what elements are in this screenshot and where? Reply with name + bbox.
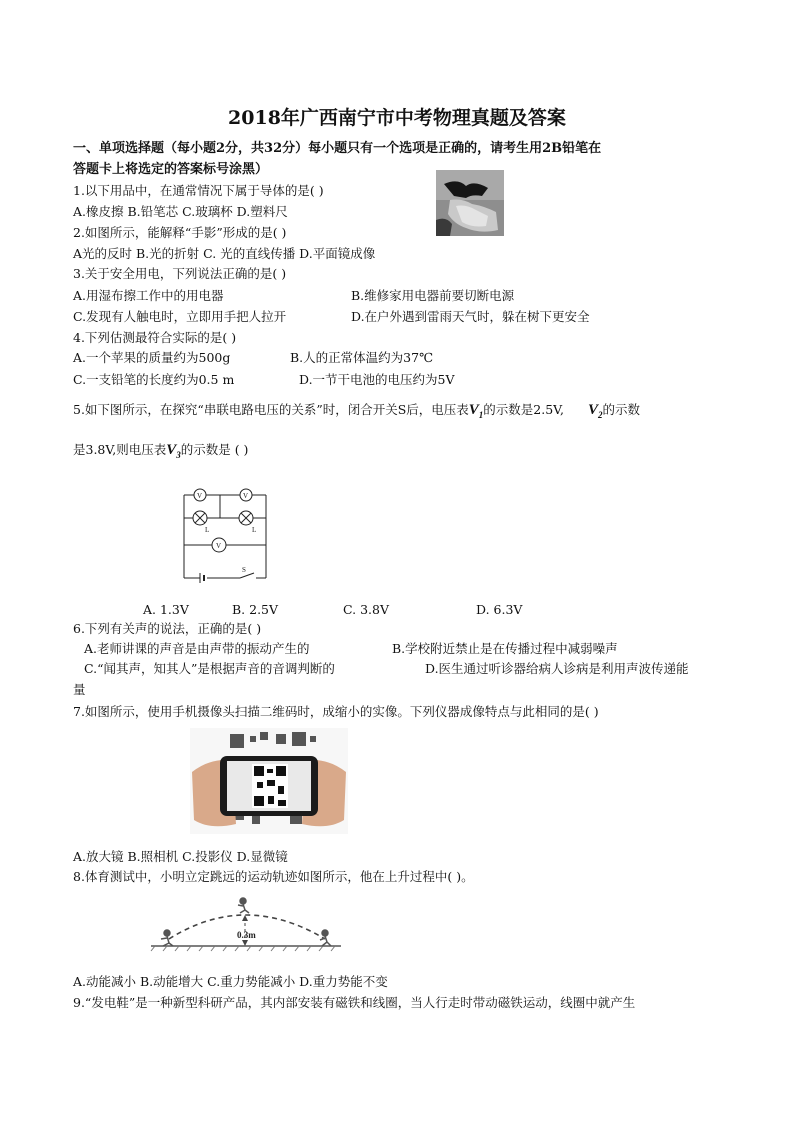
- q6-option-a: A.老师讲课的声音是由声带的振动产生的: [84, 641, 310, 656]
- q9-stem: 9.“发电鞋”是一种新型科研产品，其内部安装有磁铁和线圈，当人行走时带动磁铁运动，线圈中就产生: [73, 995, 636, 1010]
- q5-stem-line1: [73, 402, 640, 423]
- q4-option-c: C.一支铅笔的长度约为0.5 m: [73, 372, 235, 387]
- q4-option-b: B.人的正常体温约为37℃: [290, 350, 434, 365]
- q5-option-c: C. 3.8V: [343, 602, 389, 617]
- q4-option-d: D.一节干电池的电压约为5V: [299, 372, 455, 387]
- long-jump-trajectory-diagram: [145, 895, 345, 965]
- q5-stem-e: 的示数是 ( ): [180, 442, 249, 457]
- q3-option-a: A.用湿布擦工作中的用电器: [73, 288, 224, 303]
- phone-scanning-qr-image: [190, 728, 348, 834]
- q5-stem-b: 的示数是2.5V,: [483, 402, 564, 417]
- voltmeter-v1-symbol: $V_1$: [468, 402, 484, 420]
- q6-option-b: B.学校附近禁止是在传播过程中减弱噪声: [392, 641, 618, 656]
- q3-option-c: C.发现有人触电时，立即用手把人拉开: [73, 309, 287, 324]
- q2-stem: 2.如图所示，能解释“手影”形成的是( ): [73, 225, 287, 240]
- jumper-landing-figure: [320, 930, 331, 946]
- q1-options: A.橡皮擦 B.铅笔芯 C.玻璃杯 D.塑料尺: [73, 204, 288, 219]
- q7-options: A.放大镜 B.照相机 C.投影仪 D.显微镜: [73, 849, 288, 864]
- q1-stem: 1.以下用品中，在通常情况下属于导体的是( ): [73, 183, 324, 198]
- circuit-label-switch: S: [242, 566, 246, 574]
- q7-stem: 7.如图所示，使用手机摄像头扫描二维码时，成缩小的实像。下列仪器成像特点与此相同的是( ): [73, 704, 599, 719]
- page-title: 2018年广西南宁市中考物理真题及答案: [228, 107, 566, 129]
- section-header-line2: 答题卡上将选定的答案标号涂黑）: [73, 162, 269, 177]
- voltmeter-v3-symbol: $V_3$: [166, 442, 181, 460]
- height-label: 0.3m: [237, 930, 256, 940]
- q3-option-b: B.维修家用电器前要切断电源: [351, 288, 515, 303]
- q8-stem: 8.体育测试中，小明立定跳远的运动轨迹如图所示，他在上升过程中( )。: [73, 869, 474, 884]
- q3-option-d: D.在户外遇到雷雨天气时，躲在树下更安全: [351, 309, 590, 324]
- circuit-label-l1: L: [205, 526, 210, 534]
- series-circuit-diagram: [178, 480, 278, 584]
- circuit-label-v2: V: [243, 492, 249, 500]
- q5-stem-line2: [73, 442, 248, 463]
- q8-options: A.动能减小 B.动能增大 C.重力势能减小 D.重力势能不变: [73, 974, 388, 989]
- q6-option-d: D.医生通过听诊器给病人诊病是利用声波传递能: [425, 661, 689, 676]
- q6-stem: 6.下列有关声的说法，正确的是( ): [73, 621, 262, 636]
- q5-stem-d: 是3.8V,则电压表: [73, 442, 167, 457]
- q4-stem: 4.下列估测最符合实际的是( ): [73, 330, 237, 345]
- jumper-peak-figure: [238, 898, 249, 913]
- q6-option-c: C.“闻其声，知其人”是根据声音的音调判断的: [84, 661, 335, 676]
- q6-option-d-cont: 量: [73, 682, 86, 697]
- q5-option-a: A. 1.3V: [143, 602, 189, 617]
- q5-option-b: B. 2.5V: [232, 602, 279, 617]
- circuit-label-v1: V: [197, 492, 203, 500]
- q5-option-d: D. 6.3V: [476, 602, 523, 617]
- q2-options: A光的反时 B.光的折射 C. 光的直线传播 D.平面镜成像: [73, 246, 376, 261]
- circuit-label-v3: V: [216, 542, 222, 550]
- q5-stem-c: 的示数: [602, 402, 641, 417]
- q3-stem: 3.关于安全用电，下列说法正确的是( ): [73, 266, 287, 281]
- circuit-label-l2: L: [252, 526, 257, 534]
- q5-stem-a: 5.如下图所示，在探究“串联电路电压的关系”时，闭合开关S后，电压表: [73, 402, 469, 417]
- q4-option-a: A.一个苹果的质量约为500g: [73, 350, 231, 365]
- section-header-line1: 一、单项选择题（每小题2分，共32分）每小题只有一个选项是正确的，请考生用2B铅笔在: [73, 141, 602, 156]
- voltmeter-v2-symbol: $V_2$: [588, 402, 603, 420]
- hand-shadow-image: [436, 170, 504, 236]
